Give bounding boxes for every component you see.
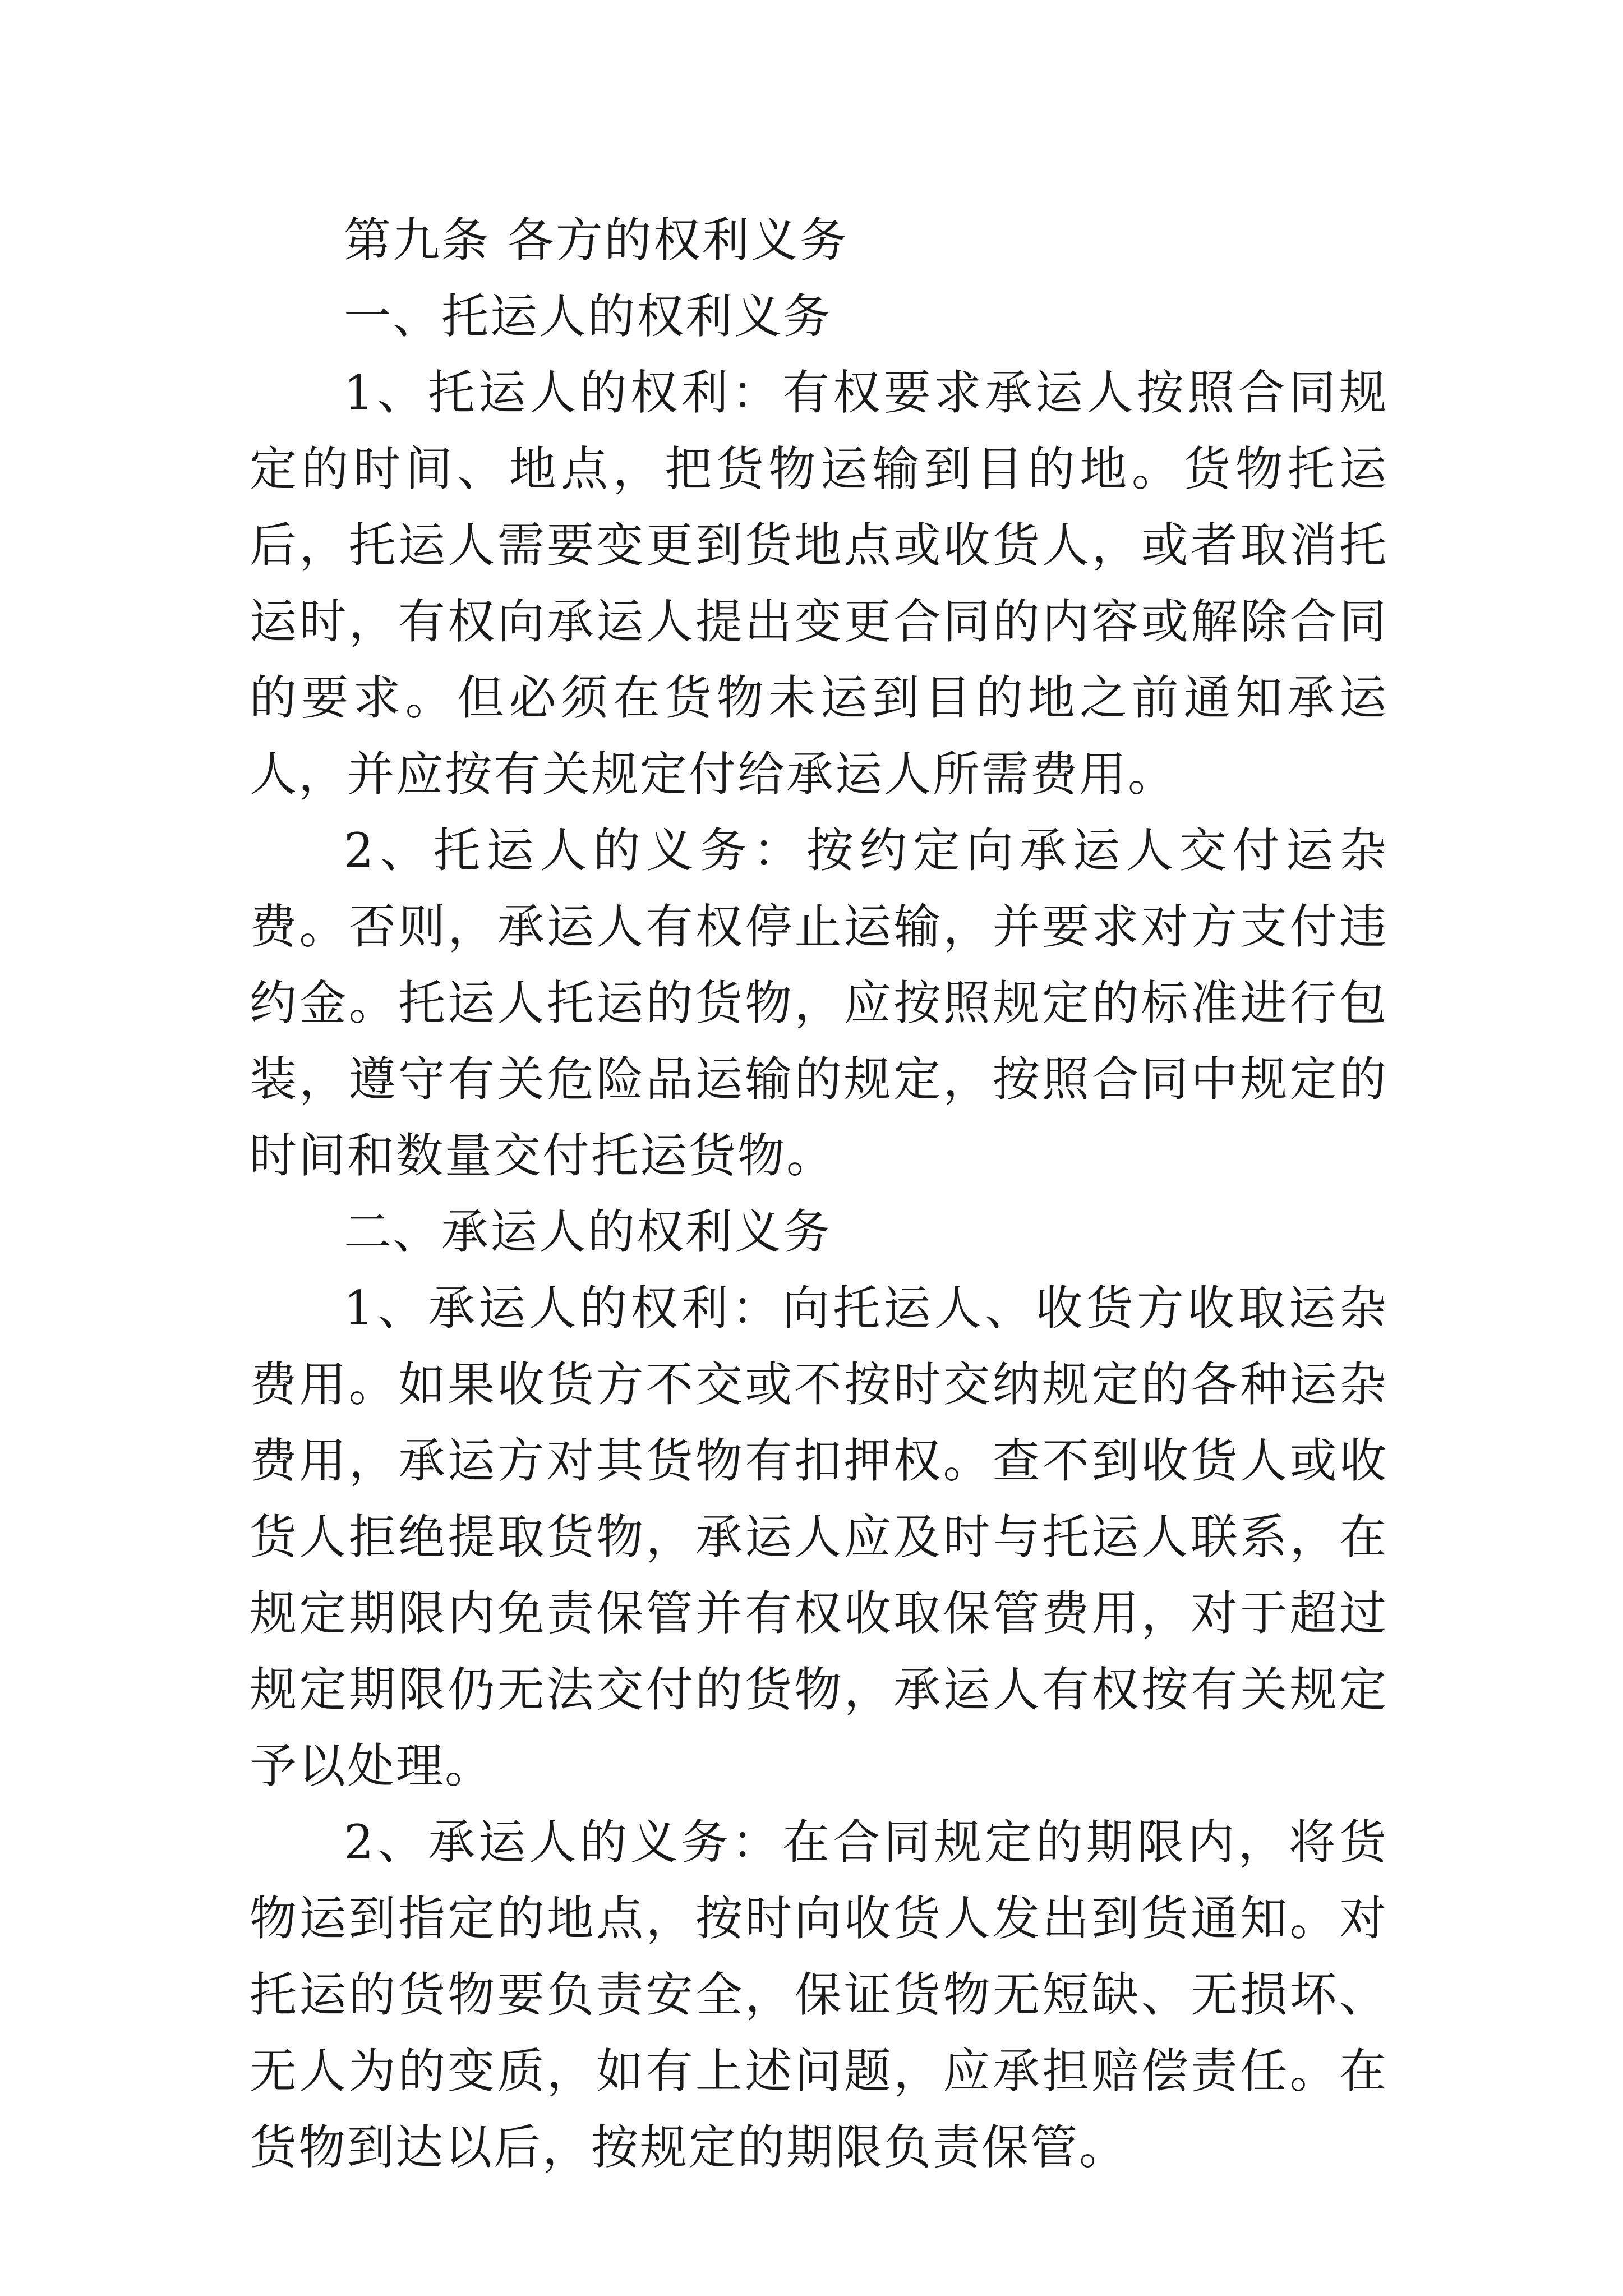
section-two-item-2: 2、承运人的义务：在合同规定的期限内，将货物运到指定的地点，按时向收货人发出到货通知。对托运的货物要负责安全，保证货物无短缺、无损坏、无人为的变质，如有上述问题，应承担赔偿责任。在货物到达以后，按规定的期限负责保管。 (250, 1815, 1388, 2175)
document-body (250, 202, 1388, 2185)
section-two-item-1: 1、承运人的权利：向托运人、收货方收取运杂费用。如果收货方不交或不按时交纳规定的各种运杂费用，承运方对其货物有扣押权。查不到收货人或收货人拒绝提取货物，承运人应及时与托运人联系，在规定期限内免责保管并有权收取保管费用，对于超过规定期限仍无法交付的货物，承运人有权按有关规定予以处理。 (250, 1281, 1388, 1793)
section-one-heading: 一、托运人的权利义务 (344, 289, 832, 344)
section-one-item-1: 1、托运人的权利：有权要求承运人按照合同规定的时间、地点，把货物运输到目的地。货物托运后，托运人需要变更到货地点或收货人，或者取消托运时，有权向承运人提出变更合同的内容或解除合同的要求。但必须在货物未运到目的地之前通知承运人，并应按有关规定付给承运人所需费用。 (250, 365, 1388, 802)
article-title: 第九条 各方的权利义务 (344, 213, 849, 268)
section-one-item-2: 2、托运人的义务：按约定向承运人交付运杂费。否则，承运人有权停止运输，并要求对方支付违约金。托运人托运的货物，应按照规定的标准进行包装，遵守有关危险品运输的规定，按照合同中规定的时间和数量交付托运货物。 (250, 823, 1388, 1183)
section-two-heading: 二、承运人的权利义务 (344, 1204, 832, 1259)
